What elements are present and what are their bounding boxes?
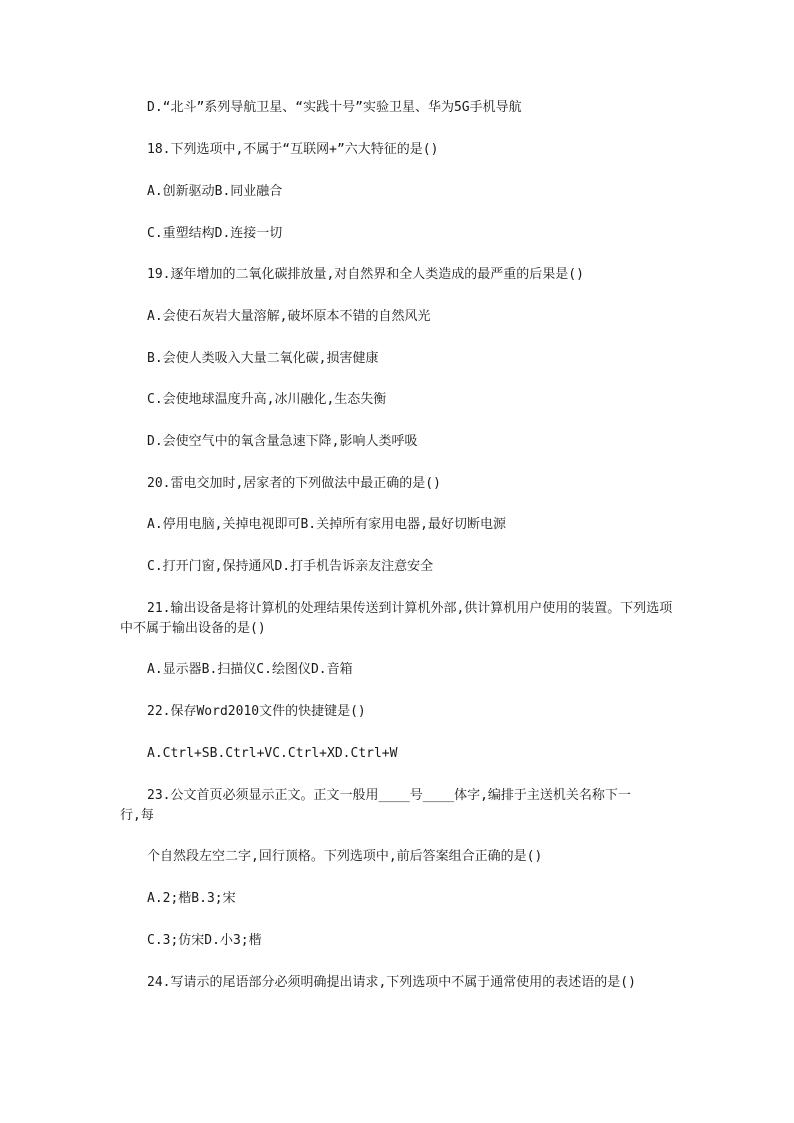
- question-24: 24.写请示的尾语部分必须明确提出请求,下列选项中不属于通常使用的表述语的是(): [147, 975, 636, 990]
- options-22: A.Ctrl+SB.Ctrl+VC.Ctrl+XD.Ctrl+W: [147, 746, 398, 761]
- options-18-ab: A.创新驱动B.同业融合: [147, 184, 283, 199]
- options-21: A.显示器B.扫描仪C.绘图仪D.音箱: [147, 662, 353, 677]
- options-20-cd: C.打开门窗,保持通风D.打手机告诉亲友注意安全: [147, 559, 434, 574]
- question-19: 19.逐年增加的二氧化碳排放量,对自然界和全人类造成的最严重的后果是(): [147, 267, 584, 282]
- option-17d: D.“北斗”系列导航卫星、“实践十号”实验卫星、华为5G手机导航: [147, 100, 522, 115]
- question-23-cont: 个自然段左空二字,回行顶格。下列选项中,前后答案组合正确的是(): [147, 849, 543, 864]
- question-22: 22.保存Word2010文件的快捷键是(): [147, 704, 366, 719]
- options-18-cd: C.重塑结构D.连接一切: [147, 226, 283, 241]
- question-20: 20.雷电交加时,居家者的下列做法中最正确的是(): [147, 476, 441, 491]
- option-19a: A.会使石灰岩大量溶解,破坏原本不错的自然风光: [147, 309, 431, 324]
- option-19d: D.会使空气中的氧含量急速下降,影响人类呼吸: [147, 434, 418, 449]
- options-20-ab: A.停用电脑,关掉电视即可B.关掉所有家用电器,最好切断电源: [147, 517, 506, 532]
- option-19b: B.会使人类吸入大量二氧化碳,损害健康: [147, 351, 379, 366]
- question-23: 23.公文首页必须显示正文。正文一般用____号____体字,编排于主送机关名称下一行,每: [120, 788, 631, 823]
- option-19c: C.会使地球温度升高,冰川融化,生态失衡: [147, 392, 387, 407]
- options-23-cd: C.3;仿宋D.小3;楷: [147, 933, 262, 948]
- question-18: 18.下列选项中,不属于“互联网+”六大特征的是(): [147, 142, 439, 157]
- question-21: 21.输出设备是将计算机的处理结果传送到计算机外部,供计算机用户使用的装置。下列选项中不属于输出设备的是(): [120, 601, 673, 636]
- options-23-ab: A.2;楷B.3;宋: [147, 891, 236, 906]
